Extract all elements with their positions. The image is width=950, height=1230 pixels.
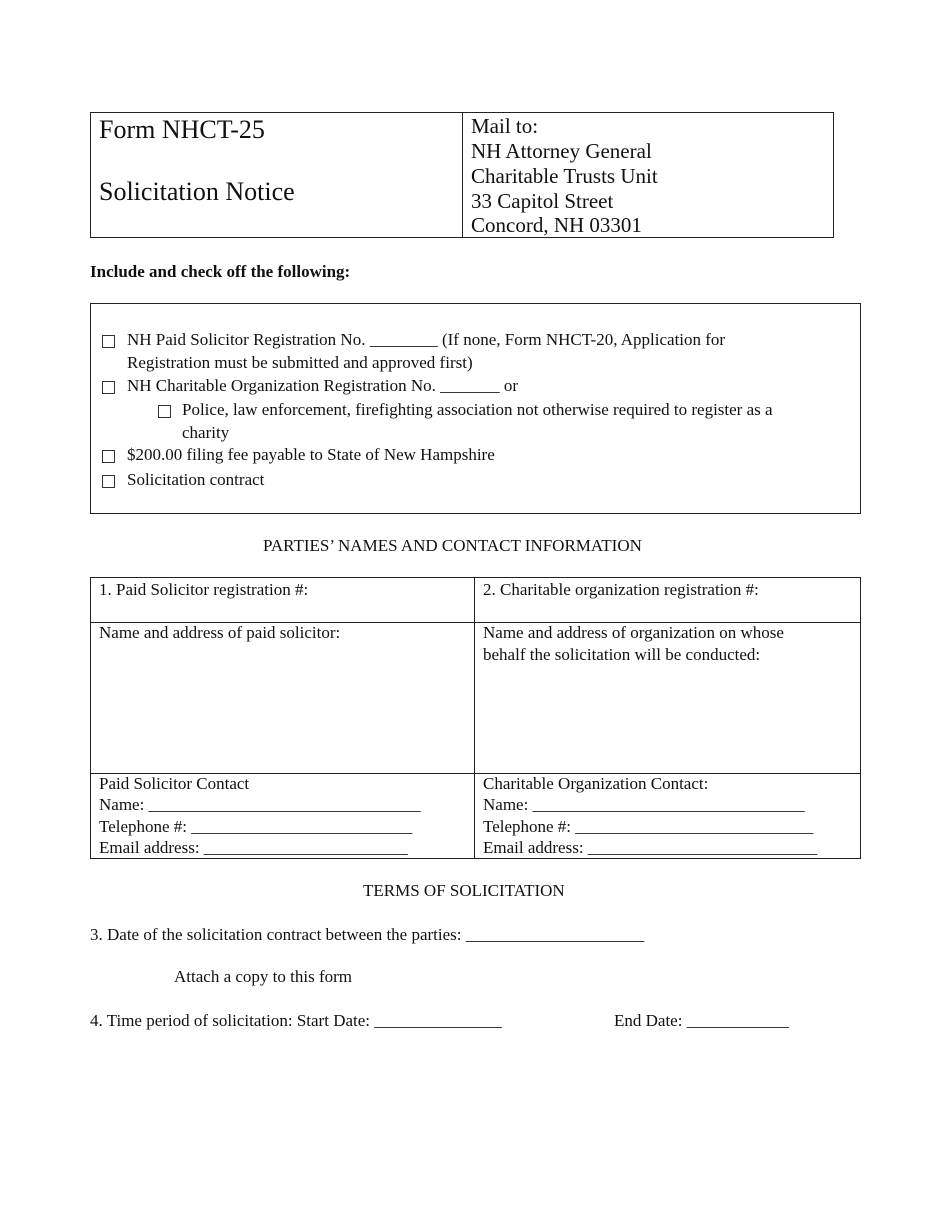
checkbox-charity-registration[interactable] <box>102 381 115 394</box>
solicitor-name-field[interactable]: Name: ________________________________ <box>99 795 421 814</box>
checklist-item-label: Solicitation contract <box>127 470 265 489</box>
parties-heading: PARTIES’ NAMES AND CONTACT INFORMATION <box>263 536 642 555</box>
checklist-item-label: $200.00 filing fee payable to State of New Hampshire <box>127 445 495 464</box>
solicitor-phone-field[interactable]: Telephone #: __________________________ <box>99 817 413 836</box>
checklist-item-label: NH Paid Solicitor Registration No. ________ (If none, Form NHCT-20, Application for <box>127 330 726 349</box>
checklist-item-label: Registration must be submitted and approved first) <box>127 353 473 372</box>
checklist-item-label: Police, law enforcement, firefighting association not otherwise required to register as a <box>182 400 773 419</box>
form-title: Solicitation Notice <box>99 177 295 206</box>
checkbox-police-association[interactable] <box>158 405 171 418</box>
start-date-field[interactable]: 4. Time period of solicitation: Start Date: _______________ <box>90 1011 502 1030</box>
mail-to-address <box>463 113 833 237</box>
charity-phone-field[interactable]: Telephone #: ____________________________ <box>483 817 814 836</box>
charity-registration-field[interactable]: 2. Charitable organization registration #: <box>483 580 759 599</box>
charity-email-field[interactable]: Email address: ___________________________ <box>483 838 818 857</box>
mail-to-line: 33 Capitol Street <box>471 189 614 213</box>
solicitor-contact-title: Paid Solicitor Contact <box>99 774 250 793</box>
mail-to-label: Mail to: <box>471 114 539 138</box>
charity-name-address-field: behalf the solicitation will be conducted: <box>483 645 761 664</box>
terms-heading: TERMS OF SOLICITATION <box>363 881 565 900</box>
checkbox-solicitation-contract[interactable] <box>102 475 115 488</box>
mail-to-line: NH Attorney General <box>471 139 652 163</box>
form-number: Form NHCT-25 <box>99 115 265 144</box>
parties-table <box>90 577 861 859</box>
charity-name-field[interactable]: Name: ________________________________ <box>483 795 805 814</box>
form-identity <box>91 113 463 237</box>
checkbox-filing-fee[interactable] <box>102 450 115 463</box>
solicitor-email-field[interactable]: Email address: ________________________ <box>99 838 408 857</box>
charity-contact-title: Charitable Organization Contact: <box>483 774 709 793</box>
contract-date-field[interactable]: 3. Date of the solicitation contract between the parties: _____________________ <box>90 925 645 944</box>
checklist-instructions: Include and check off the following: <box>90 262 351 281</box>
charity-name-address-field[interactable]: Name and address of organization on whose <box>483 623 784 642</box>
table-divider <box>474 578 475 858</box>
form-header <box>90 112 834 238</box>
checklist-item-label: NH Charitable Organization Registration No. _______ or <box>127 376 519 395</box>
checkbox-paid-solicitor-registration[interactable] <box>102 335 115 348</box>
solicitor-name-address-field[interactable]: Name and address of paid solicitor: <box>99 623 341 642</box>
mail-to-line: Concord, NH 03301 <box>471 213 642 237</box>
checklist <box>90 303 861 514</box>
checklist-item-label: charity <box>182 423 230 442</box>
mail-to-line: Charitable Trusts Unit <box>471 164 658 188</box>
attach-copy-note: Attach a copy to this form <box>174 967 352 986</box>
solicitor-registration-field[interactable]: 1. Paid Solicitor registration #: <box>99 580 309 599</box>
end-date-field[interactable]: End Date: ____________ <box>614 1011 789 1030</box>
